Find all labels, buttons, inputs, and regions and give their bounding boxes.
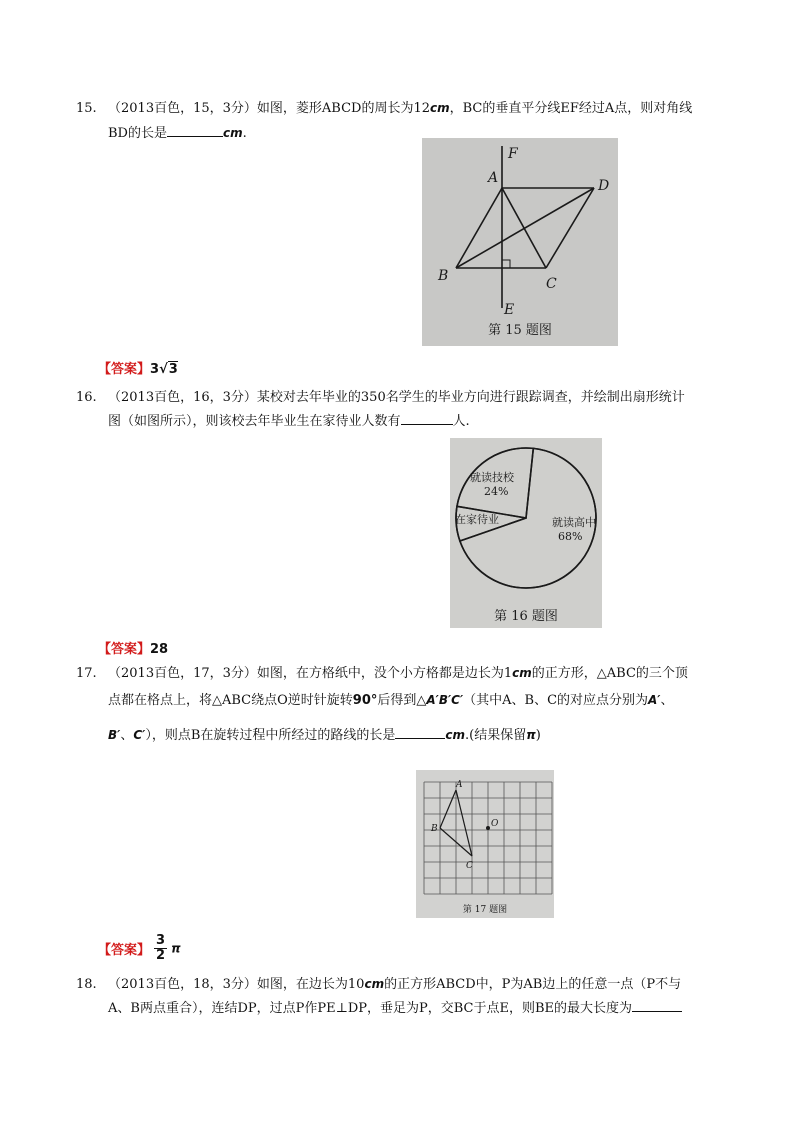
q17-number: 17. bbox=[76, 666, 97, 681]
q18-answer-blank[interactable] bbox=[632, 997, 682, 1012]
answer-17-label: 【答案】 bbox=[98, 943, 151, 958]
answer-15 bbox=[98, 358, 178, 377]
answer-17-fraction bbox=[154, 934, 167, 963]
q16-line1 bbox=[76, 386, 726, 410]
q18-line2 bbox=[76, 997, 726, 1021]
q16-answer-blank[interactable] bbox=[401, 410, 453, 425]
q17-text-c: 点都在格点上，将△ABC绕点O逆时针旋转 bbox=[108, 693, 353, 708]
q16-line2 bbox=[76, 410, 726, 434]
figure-15 bbox=[422, 138, 618, 346]
q17-a-prime: A′ bbox=[648, 693, 661, 707]
pie-label-0: 就读高中 bbox=[552, 516, 596, 529]
pie-chart bbox=[450, 438, 602, 628]
figure-17 bbox=[416, 770, 554, 918]
q17-text-a: （2013百色，17，3分）如图，在方格纸中，没个小方格都是边长为1 bbox=[108, 666, 513, 681]
q17-text-f: ），则点B在旋转过程中所经过的路线的长是 bbox=[145, 728, 396, 743]
q15-text-a: （2013百色，15，3分）如图，菱形ABCD的周长为12 bbox=[108, 101, 430, 116]
q16-number: 16. bbox=[76, 390, 97, 405]
label-f: F bbox=[508, 146, 518, 162]
figure-15-diagram bbox=[422, 138, 618, 346]
q17-line2 bbox=[76, 687, 726, 714]
q17-sep-2: 、 bbox=[120, 728, 134, 743]
figure-17-caption: 第 17 题图 bbox=[462, 905, 508, 915]
point-o bbox=[486, 826, 490, 830]
q17-answer-blank[interactable] bbox=[395, 724, 445, 739]
q17-degrees: 90° bbox=[352, 693, 378, 708]
q17-unit: cm bbox=[512, 666, 532, 680]
answer-17-denominator: 2 bbox=[156, 948, 166, 963]
q15-answer-blank[interactable] bbox=[167, 122, 223, 137]
label-b: B bbox=[438, 268, 449, 284]
side-ab bbox=[456, 188, 502, 268]
pie-title: 第 16 题图 bbox=[494, 609, 558, 624]
q17-text-b: 的正方形，△ABC的三个顶 bbox=[531, 666, 688, 681]
side-dc bbox=[546, 188, 594, 268]
q18-number: 18. bbox=[76, 977, 97, 992]
q17-line1 bbox=[76, 660, 726, 687]
q15-line1 bbox=[76, 96, 726, 121]
question-16 bbox=[76, 386, 726, 434]
pie-value-0: 68% bbox=[558, 530, 583, 543]
label-e: E bbox=[504, 302, 515, 318]
diagonal-bd bbox=[456, 188, 594, 268]
q17-sep-1: 、 bbox=[660, 693, 674, 708]
q17-c-prime: C′ bbox=[133, 728, 146, 742]
q16-text-b: 图（如图所示），则该校去年毕业生在家待业人数有 bbox=[108, 414, 401, 429]
segment-ab bbox=[440, 790, 456, 828]
q18-unit: cm bbox=[364, 977, 385, 991]
q17-text-e: （其中A、B、C的对应点分别为 bbox=[463, 693, 649, 708]
q16-text-a: （2013百色，16，3分）某校对去年毕业的350名学生的毕业方向进行跟踪调查，并绘制出扇形统计 bbox=[108, 390, 685, 405]
q16-text-c: 人. bbox=[452, 414, 470, 429]
pie-value-2: 24% bbox=[484, 485, 509, 498]
label-a: A bbox=[488, 170, 499, 186]
answer-17 bbox=[98, 934, 181, 963]
answer-16 bbox=[98, 638, 168, 657]
q17-pi: π bbox=[526, 728, 536, 742]
label-c: C bbox=[546, 276, 557, 292]
q15-text-d: . bbox=[242, 126, 247, 141]
figure-16 bbox=[450, 438, 602, 628]
q17-text-g: .(结果保留 bbox=[465, 728, 527, 743]
q15-text-c: BD的长是 bbox=[108, 126, 167, 141]
pie-label-1: 在家待业 bbox=[455, 513, 499, 526]
q17-unit-2: cm bbox=[445, 728, 465, 742]
q17-triangle-prime: A′B′C′ bbox=[426, 693, 464, 707]
sqrt-sign: √ bbox=[159, 362, 168, 377]
answer-15-label: 【答案】 bbox=[98, 362, 151, 377]
answer-16-value: 28 bbox=[150, 642, 169, 657]
label-o-17: O bbox=[491, 819, 499, 829]
question-17 bbox=[76, 660, 726, 749]
q18-text-a: （2013百色，18，3分）如图，在边长为10 bbox=[108, 977, 365, 992]
q15-unit-2: cm bbox=[222, 126, 243, 140]
q15-unit: cm bbox=[430, 101, 450, 115]
answer-15-coef: 3 bbox=[150, 362, 160, 377]
label-b-17: B bbox=[431, 824, 438, 834]
q15-line2 bbox=[76, 121, 726, 146]
q15-number: 15. bbox=[76, 101, 97, 116]
label-a-17: A bbox=[456, 780, 463, 790]
pie-label-2: 就读技校 bbox=[470, 471, 514, 484]
label-d: D bbox=[598, 178, 610, 194]
right-angle-mark bbox=[502, 260, 510, 268]
q17-b-prime: B′ bbox=[108, 728, 121, 742]
q18-text-c: A、B两点重合），连结DP，过点P作PE⊥DP，垂足为P，交BC于点E，则BE的最大长度为 bbox=[108, 1001, 633, 1016]
q18-line1 bbox=[76, 972, 726, 997]
answer-15-radicand: 3 bbox=[168, 362, 178, 377]
answer-17-pi: π bbox=[171, 941, 181, 956]
grid-diagram bbox=[416, 770, 554, 918]
answer-17-numerator: 3 bbox=[156, 933, 166, 948]
label-c-17: C bbox=[466, 861, 473, 871]
q17-line3 bbox=[76, 722, 726, 749]
q18-text-b: 的正方形ABCD中，P为AB边上的任意一点（P不与 bbox=[384, 977, 682, 992]
q15-text-b: ，BC的垂直平分线EF经过A点，则对角线 bbox=[449, 101, 693, 116]
q17-text-d: 后得到△ bbox=[377, 693, 427, 708]
question-15 bbox=[76, 96, 726, 146]
diagonal-ac bbox=[502, 188, 546, 268]
q17-text-h: ) bbox=[535, 728, 541, 743]
answer-16-label: 【答案】 bbox=[98, 642, 151, 657]
question-18 bbox=[76, 972, 726, 1021]
figure-15-caption: 第 15 题图 bbox=[488, 323, 552, 338]
